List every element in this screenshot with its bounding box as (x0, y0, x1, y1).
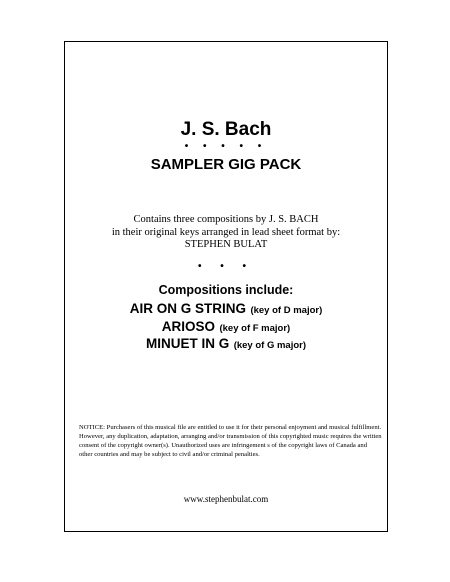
composition-item (64, 335, 388, 354)
description-line: in their original keys arranged in lead sheet format by: (111, 226, 341, 238)
composer-title: J. S. Bach (180, 119, 272, 140)
notice-line: consent of the copyright owner(s). Unauthorized uses are infringement s of the copyright laws of Canada and (79, 442, 368, 449)
composition-name: MINUET IN G (145, 336, 230, 351)
composition-key: (key of G major) (233, 340, 307, 351)
description-line: Contains three compositions by J. S. BACH (133, 214, 319, 225)
notice-line: NOTICE: Purchasers of this musical file are entitled to use it for their personal enjoyment and musical fulfillment. (79, 424, 382, 431)
composition-key: (key of D major) (250, 305, 323, 316)
composition-name: AIR ON G STRING (129, 301, 246, 316)
copyright-notice (79, 423, 382, 459)
ornament-dots-top: • • • • • (184, 141, 268, 152)
composition-item (64, 300, 388, 319)
description (64, 214, 388, 252)
description-line: STEPHEN BULAT (184, 239, 268, 250)
composition-key: (key of F major) (219, 323, 291, 334)
compositions-heading: Compositions include: (158, 283, 294, 297)
notice-line: However, any duplication, adaptation, arranging and/or transmission of this copyrighted music requires the written (79, 433, 382, 440)
website-link: www.stephenbulat.com (183, 494, 269, 504)
composition-name: ARIOSO (161, 319, 216, 334)
notice-line: other countries and may be subject to civil and/or criminal penalties. (79, 451, 260, 458)
ornament-dots-mid: • • • (197, 261, 255, 272)
pack-subtitle: SAMPLER GIG PACK (150, 156, 302, 173)
